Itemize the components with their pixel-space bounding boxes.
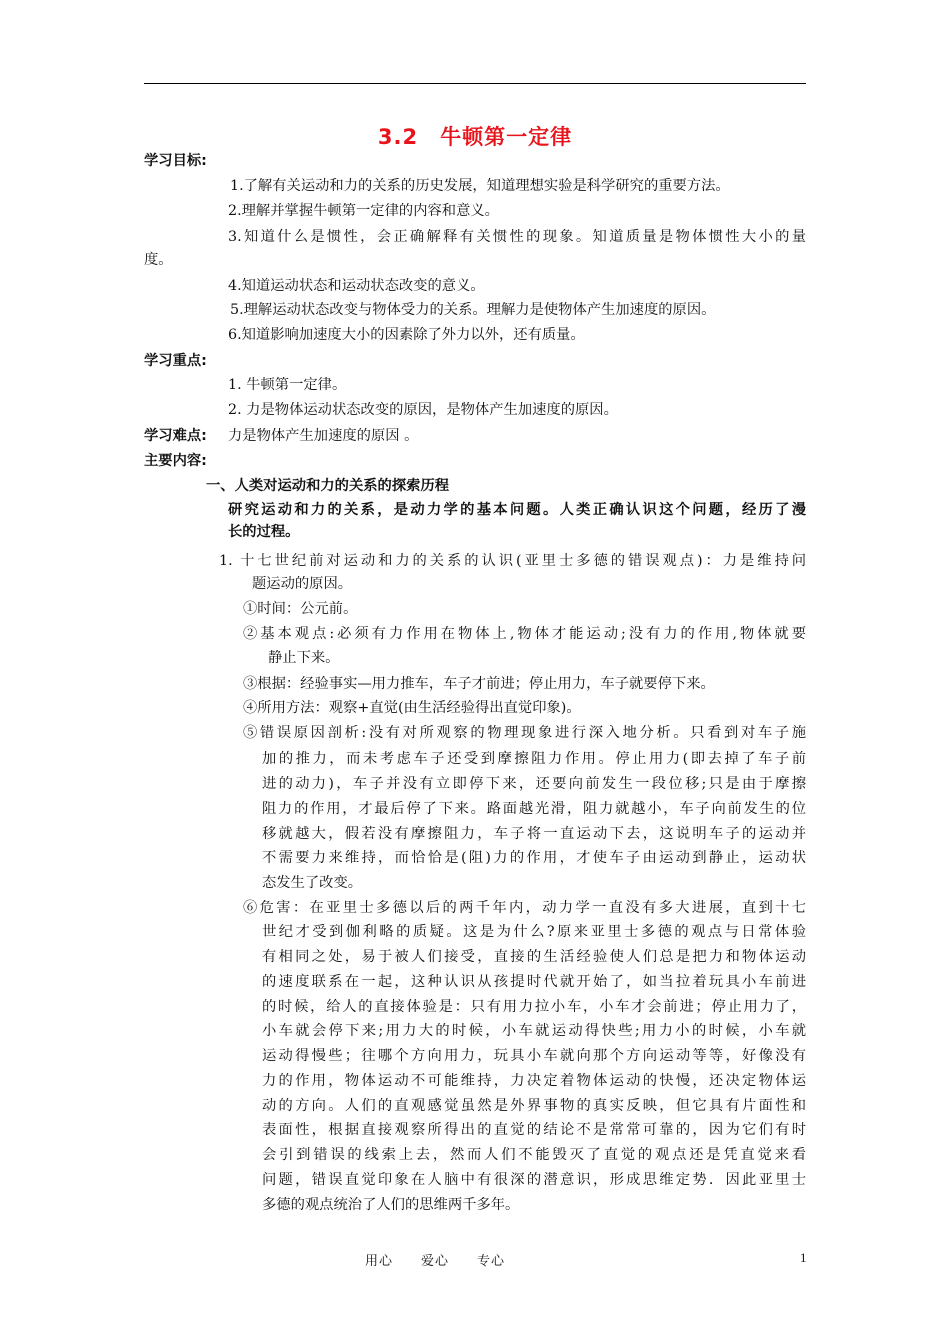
point-item-cont: 力的作用，物体运动不可能维持，力决定着物体运动的快慢，还决定物体运 <box>262 1073 806 1089</box>
objectives-heading: 学习目标: <box>144 153 207 169</box>
point-item: ③根据：经验事实—用力推车，车子才前进；停止用力，车子就要停下来。 <box>243 676 715 692</box>
objective-item: 3.知道什么是惯性，会正确解释有关惯性的现象。知道质量是物体惯性大小的量 <box>228 229 806 245</box>
point-item-cont: 表面性，根据直接观察所得出的直觉的结论不是常常可靠的，因为它们有时 <box>262 1122 806 1138</box>
footer-motto: 用心 爱心 专心 <box>365 1254 506 1269</box>
objective-item: 5.理解运动状态改变与物体受力的关系。理解力是使物体产生加速度的原因。 <box>230 302 716 318</box>
objective-item: 6.知道影响加速度大小的因素除了外力以外，还有质量。 <box>228 327 585 343</box>
numbered-item: 1. 十七世纪前对运动和力的关系的认识(亚里士多德的错误观点)：力是维持问 <box>219 553 806 569</box>
point-item-cont: 静止下来。 <box>268 650 340 666</box>
point-item-cont: 运动得慢些；往哪个方向用力，玩具小车就向那个方向运动等等，好像没有 <box>262 1048 806 1064</box>
key-point-item: 2. 力是物体运动状态改变的原因，是物体产生加速度的原因。 <box>228 402 618 418</box>
point-item: ④所用方法：观察+直觉(由生活经验得出直觉印象)。 <box>243 700 581 716</box>
section-intro-cont: 长的过程。 <box>228 524 300 540</box>
objective-item: 2.理解并掌握牛顿第一定律的内容和意义。 <box>228 203 499 219</box>
section-intro: 研究运动和力的关系，是动力学的基本问题。人类正确认识这个问题，经历了漫 <box>228 502 806 518</box>
point-item-cont: 阻力的作用，才最后停了下来。路面越光滑，阻力就越小，车子向前发生的位 <box>262 801 806 817</box>
point-item-cont: 世纪才受到伽利略的质疑。这是为什么?原来亚里士多德的观点与日常体验 <box>262 924 806 940</box>
point-item-cont: 的速度联系在一起，这种认识从孩提时代就开始了，如当拉着玩具小车前进 <box>262 974 806 990</box>
difficulty-heading: 学习难点: <box>144 428 207 444</box>
difficulty-text: 力是物体产生加速度的原因 。 <box>228 428 419 444</box>
point-item-cont: 动的方向。人们的直观感觉虽然是外界事物的真实反映，但它具有片面性和 <box>262 1098 806 1114</box>
page-title: 3.2 牛顿第一定律 <box>377 125 573 149</box>
key-point-item: 1. 牛顿第一定律。 <box>228 377 347 393</box>
objective-item-cont: 度。 <box>144 252 173 268</box>
point-item-cont: 态发生了改变。 <box>262 875 363 891</box>
point-item-cont: 会引到错误的线索上去，然而人们不能毁灭了直觉的观点还是凭直觉来看 <box>262 1147 806 1163</box>
header-rule <box>144 83 806 84</box>
numbered-item-cont: 题运动的原因。 <box>252 576 353 592</box>
point-item-cont: 小车就会停下来;用力大的时候，小车就运动得快些;用力小的时候，小车就 <box>262 1023 806 1039</box>
point-item-cont: 移就越大，假若没有摩擦阻力，车子将一直运动下去，这说明车子的运动并 <box>262 826 806 842</box>
point-item: ⑤错误原因剖析:没有对所观察的物理现象进行深入地分析。只看到对车子施 <box>243 725 806 741</box>
page-number: 1 <box>800 1250 807 1265</box>
point-item-cont: 的时候，给人的直接体验是：只有用力拉小车，小车才会前进；停止用力了， <box>262 999 806 1015</box>
point-item-cont: 进的动力)，车子并没有立即停下来，还要向前发生一段位移;只是由于摩擦 <box>262 776 806 792</box>
point-item-cont: 不需要力来维持，而恰恰是(阻)力的作用，才使车子由运动到静止，运动状 <box>262 850 806 866</box>
key-points-heading: 学习重点: <box>144 353 207 369</box>
section-title: 一、人类对运动和力的关系的探索历程 <box>206 478 450 494</box>
point-item-cont: 多德的观点统治了人们的思维两千多年。 <box>262 1197 520 1213</box>
point-item: ②基本观点:必须有力作用在物体上,物体才能运动;没有力的作用,物体就要 <box>243 626 806 642</box>
point-item-cont: 问题，错误直觉印象在人脑中有很深的潜意识，形成思维定势．因此亚里士 <box>262 1172 806 1188</box>
point-item-cont: 有相同之处，易于被人们接受，直接的生活经验使人们总是把力和物体运动 <box>262 949 806 965</box>
point-item: ①时间：公元前。 <box>243 601 358 617</box>
objective-item: 1.了解有关运动和力的关系的历史发展，知道理想实验是科学研究的重要方法。 <box>230 178 730 194</box>
point-item-cont: 加的推力，而未考虑车子还受到摩擦阻力作用。停止用力(即去掉了车子前 <box>262 751 806 767</box>
main-content-heading: 主要内容: <box>144 453 207 469</box>
objective-item: 4.知道运动状态和运动状态改变的意义。 <box>228 278 485 294</box>
point-item: ⑥危害：在亚里士多德以后的两千年内，动力学一直没有多大进展，直到十七 <box>243 900 806 916</box>
